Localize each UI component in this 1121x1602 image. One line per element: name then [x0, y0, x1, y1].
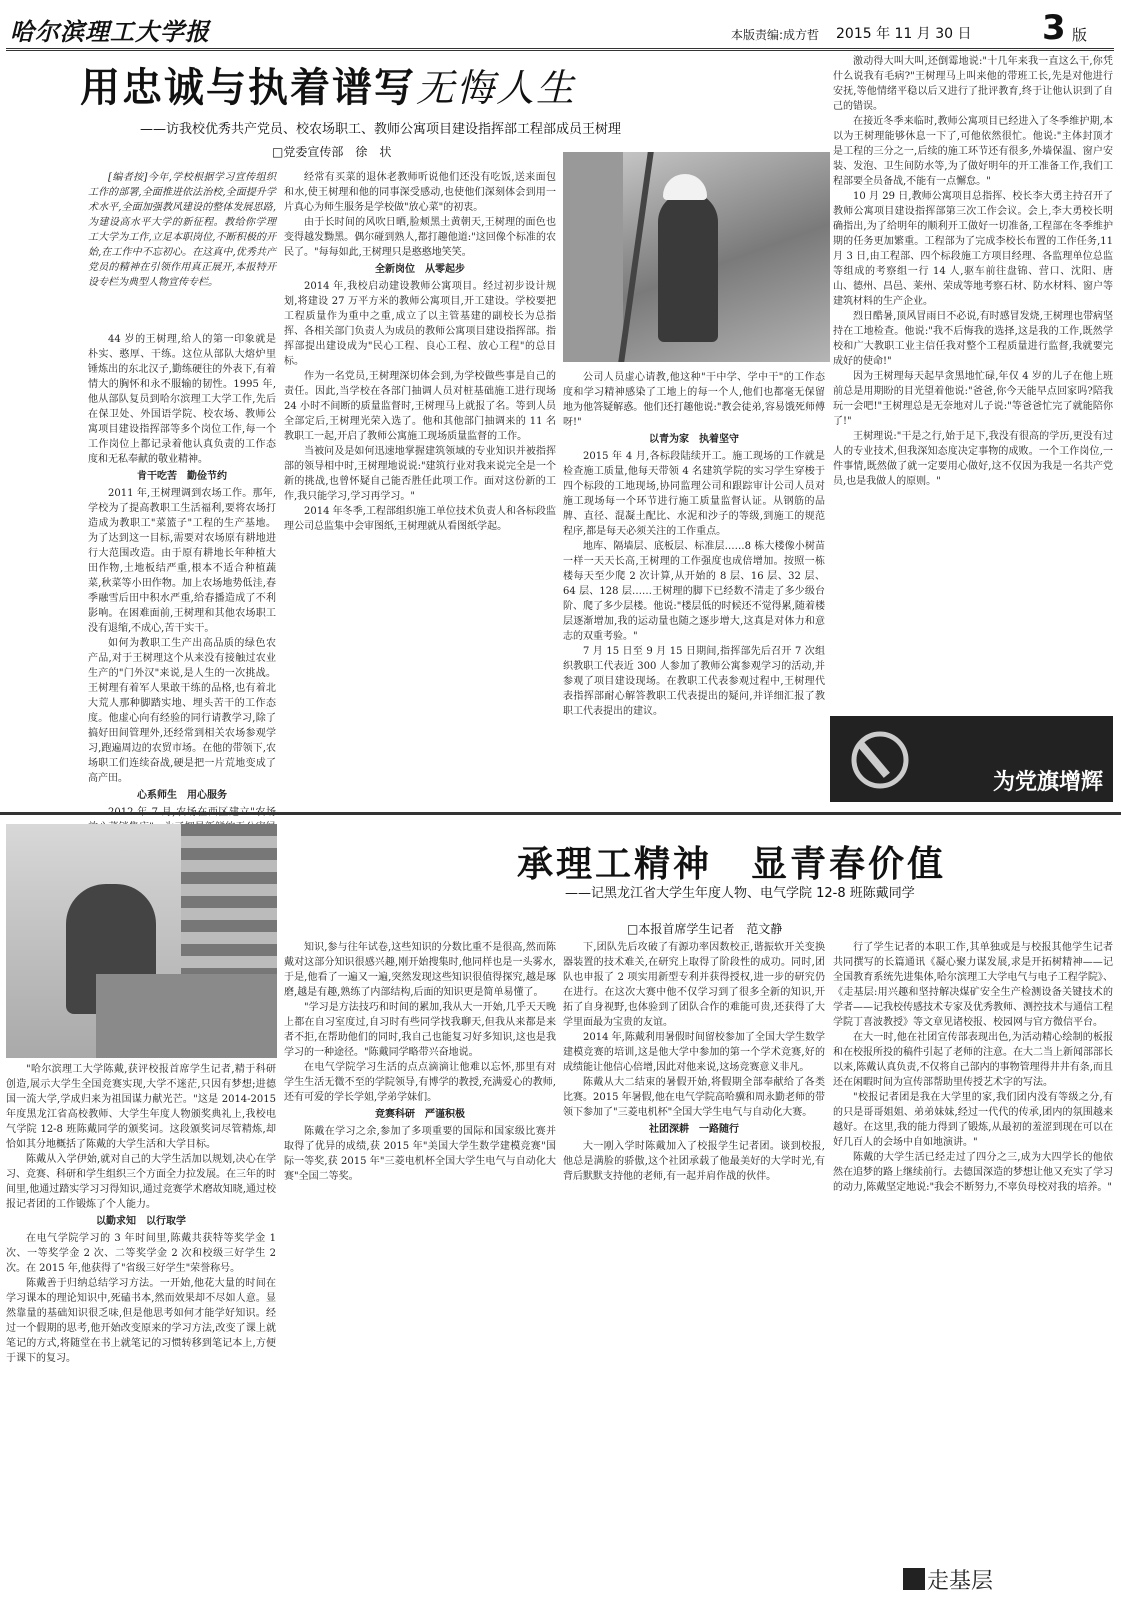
article1-intro	[88, 170, 276, 330]
paragraph: 2014 年,陈戴利用暑假时间留校参加了全国大学生数学建模竞赛的培训,这是他大学中参加的第一个学术竞赛,好的成绩能让他信心倍增,因此对他来说,这场竞赛意义非凡。	[563, 1032, 825, 1073]
paragraph: 烈日酷暑,顶风冒雨日不必说,有时感冒发烧,王树理也带病坚持在工地检查。他说:"我不后悔我的选择,这是我的工作,既然学校和广大教职工业主信任我对整个工程质量进行监督,我就要完成好的使命!"	[833, 311, 1113, 367]
paragraph: 在大一时,他在社团宣传部表现出色,为活动精心绘制的板报和在校报所投的稿件引起了老师的注意。在大二当上新闻部部长以来,陈戴认真负责,不仅将自己部内的事物管理得井井有条,而且还在闲暇时间为宣传部帮助里传授艺术字的写法。	[833, 1032, 1113, 1088]
paragraph: 经常有买菜的退休老教师听说他们还没有吃饭,送来面包和水,使王树理和他的同事深受感动,也使他们深刻体会到用一片真心为师生服务是学校做"放心菜"的初衷。	[284, 172, 556, 213]
article1-title-bold: 用忠诚与执着谱写	[80, 65, 416, 111]
hammer-sickle-icon	[840, 720, 920, 800]
paragraph: 44 岁的王树理,给人的第一印象就是朴实、憨厚、干练。这位从部队大熔炉里锤炼出的东北汉子,勤练硬往的外表下,有着情大的胸怀和永不服输的韧性。1995 年,他从部队复员到哈尔滨理工大学工作,先后在保卫处、外国语学院、校农场、教师公寓项目建设指挥部等多个岗位工作,每一个工作岗位上都记录着他认真负责的工作态度和无私奉献的敬业精神。	[88, 334, 276, 465]
paragraph: "校报记者团是我在大学里的家,我们团内没有等级之分,有的只是哥哥姐姐、弟弟妹妹,经过一代代的传承,团内的氛围越来越好。在这里,我的能力得到了锻炼,从最初的羞涩到现在可以在好几百人的会场中自如地演讲。"	[833, 1092, 1113, 1148]
flag-caption: 为党旗增辉	[992, 770, 1103, 795]
article2-subtitle: ——记黑龙江省大学生年度人物、电气学院 12-8 班陈戴同学	[565, 886, 915, 901]
paragraph: 地库、隔墙层、底板层、标准层……8 栋大楼像小树苗一样一天天长高,王树理的工作强度也成倍增加。按照一栋楼每天至少爬 2 次计算,从开始的 8 层、16 层、32 层、64 层、128 层……王树理的脚下已经数不清走了多少级台阶、爬了多少层楼。他说:"楼层低的时候还不觉得累,随着楼层逐渐增加,我的运动量也随之逐步增大,这真是对体力和意志的双重考验。"	[563, 541, 825, 642]
paragraph: 因为王树理每天起早贪黑地忙碌,年仅 4 岁的儿子在他上班前总是用期盼的目光望着他说:"爸爸,你今天能早点回家吗?陪我玩一会吧!"王树理总是无奈地对儿子说:"等爸爸忙完了就能陪你了!"	[833, 371, 1113, 427]
article1-subtitle: ——访我校优秀共产党员、校农场职工、教师公寓项目建设指挥部工程部成员王树理	[140, 122, 622, 137]
footer-arrow-icon	[903, 1568, 925, 1590]
paragraph: 如何为教职工生产出高品质的绿色农产品,对于王树理这个从来没有接触过农业生产的"门外汉"来说,是人生的一次挑战。王树理有着军人果敢干练的品格,也有着北大荒人那种脚踏实地、埋头苦干的工作态度。他虚心向有经验的同行请教学习,除了搞好田间管理外,还经常到相关农场参观学习,跑遍周边的农贸市场。在他的带领下,农场职工们连续奋战,硬是把一片荒地变成了高产田。	[88, 638, 276, 784]
paragraph: 行了学生记者的本职工作,其单独或是与校报其他学生记者共同撰写的长篇通讯《凝心聚力谋发展,求是开拓树精神——记全国教育系统先进集体,哈尔滨理工大学电气与电子工程学院》、《走基层:用兴趣和坚持解决煤矿安全生产检测设备关键技术的学者——记我校传感技术专家及优秀教师、测控技术与通信工程学院丁喜波教授》等文章见诸校报、校园网与官方微信平台。	[833, 942, 1113, 1028]
paragraph: 作为一名党员,王树理深切体会到,为学校做些事是自己的责任。因此,当学校在各部门抽调人员对桩基础施工进行现场 24 小时不间断的质量监督时,王树理马上就报了名。等到人员全部定后,王树理光荣入选了。他和其他部门抽调来的 11 名教职工一起,开启了教师公寓施工现场质量监督的工作。	[284, 371, 556, 442]
paragraph: 2015 年 4 月,各标段陆续开工。施工现场的工作就是检查施工质量,他每天带领 4 名建筑学院的实习学生穿梭于四个标段的工地现场,协同监理公司和跟踪审计公司人员对施工现场每一个环节进行施工质量监督认证。从钢筋的品牌、直径、混凝土配比、水泥和沙子的等级,到施工的规范程序,都是每天必须关注的工作重点。	[563, 451, 825, 537]
section-heading: 竞赛科研 严谨积极	[375, 1109, 465, 1120]
paragraph: 陈戴从入学伊始,就对自己的大学生活加以规划,决心在学习、竞赛、科研和学生组织三个方面全力拉发展。在三年的时间里,他通过踏实学习习得知识,通过竞赛学术磨故知晓,通过校报记者团的工作锻炼了个人能力。	[6, 1154, 276, 1210]
article1-title	[80, 56, 576, 113]
page-number: 3	[1042, 8, 1066, 48]
paragraph: 陈戴的大学生活已经走过了四分之三,成为大四学长的他依然在追梦的路上继续前行。去德国深造的梦想让他又充实了学习的动力,陈戴坚定地说:"我会不断努力,不辜负母校对我的培养。"	[833, 1152, 1113, 1193]
paragraph: 2014 年冬季,工程部组织施工单位技术负责人和各标段监理公司总监集中会审图纸,王树理就从看图纸学起。	[284, 506, 556, 532]
paragraph: 知识,参与往年试卷,这些知识的分数比重不是很高,然而陈戴对这部分知识很感兴趣,刚开始搜集时,他同样也是一头雾水,于是,他看了一遍又一遍,突然发现这些知识很值得探究,越是琢磨,越是有趣,熟练了内部结构,后面的知识更是简单易懂了。	[284, 942, 556, 998]
paragraph: 王树理说:"干是之行,始于足下,我没有很高的学历,更没有过人的专业技术,但我深知态度决定事物的成败。一个工作岗位,一件事情,既然做了就一定要用心做好,这不仅因为我是一名共产党员,也是我做人的原则。"	[833, 431, 1113, 487]
paragraph: "哈尔滨理工大学陈戴,获评校报首席学生记者,精于科研创造,展示大学生全国竞赛实现,大学不迷茫,只因有梦想;进德国一流大学,学成归来为祖国谋力献光芒。"这是 2014-2015 年度黑龙江省高校教师、大学生年度人物颁奖典礼上,我校电气学院 12-8 班陈戴同学的颁奖词。这段颁奖词尽管精炼,却恰如其分地概括了陈戴的大学生活和大学目标。	[6, 1064, 276, 1150]
worker-photo	[563, 152, 830, 362]
article2-col4	[833, 940, 1113, 1554]
section-heading: 社团深耕 一路随行	[649, 1124, 739, 1135]
party-flag-banner	[830, 716, 1113, 802]
article2-byline: □本报首席学生记者 范文静	[627, 922, 783, 936]
section-heading: 肯干吃苦 勤俭节约	[137, 471, 227, 482]
article2-title: 承理工精神 显青春价值	[517, 843, 947, 885]
paragraph: 陈戴善于归纳总结学习方法。一开始,他花大量的时间在学习课本的理论知识中,死磕书本,然而效果却不尽如人意。显然靠量的基础知识很乏味,但是他思考如何才能学好知识。经过一个假期的思考,他开始改变原来的学习方法,改变了课上就笔记的方式,将随堂在书上就笔记的习惯转移到笔记本上,方便于课下的复习。	[6, 1278, 276, 1364]
paragraph: 2014 年,我校启动建设教师公寓项目。经过初步设计规划,将建设 27 万平方米的教师公寓项目,开工建设。学校要把工程质量作为重中之重,成立了以主管基建的副校长为总指挥、各相关部门负责人为成员的教师公寓项目建设指挥部。指挥部提出建设成为"民心工程、良心工程、放心工程"的总目标。	[284, 281, 556, 367]
paragraph: 2011 年,王树理调到农场工作。那年,学校为了提高教职工生活福利,要将农场打造成为教职工"菜篮子"工程的生产基地。为了达到这一目标,需要对农场原有耕地进行大范围改造。由于原有耕地长年种植大田作物,土地板结严重,根本不适合种植蔬菜,秋菜等小田作物。加上农场地势低洼,春季融雪后田中积水严重,给春播造成了不利影响。在困难面前,王树理和其他农场职工没有退缩,不成心,苦干实干。	[88, 488, 276, 634]
section-heading: 以勤求知 以行取学	[96, 1216, 186, 1227]
masthead	[6, 8, 1114, 51]
article1-byline: □党委宣传部 徐 状	[272, 145, 392, 159]
intro-paragraph: [编者按]今年,学校根据学习宣传组织工作的部署,全面推进依法治校,全面提升学术水平,全面加强教风建设的整体发展思路,为建设高水平大学的新征程。教给你学理工大学为工作,立足本职岗位,不断积极的开始,在工作中不忘初心。在这真中,优秀共产党员的精神在引领作用真正展开,本报特开设专栏为典型人物宣传专栏。	[88, 172, 276, 288]
article1-col4	[833, 54, 1113, 710]
photo-caption-heading: 以青为家 执着坚守	[649, 434, 739, 445]
section-heading: 全新岗位 从零起步	[375, 264, 465, 275]
paragraph: 陈戴在学习之余,参加了多项重要的国际和国家级比赛并取得了优异的成绩,获 2015 年"美国大学生数学建模竞赛"国际一等奖,获 2015 年"三菱电机杯全国大学生电气与自动化大赛"全国二等奖。	[284, 1126, 556, 1182]
section-divider	[0, 812, 1121, 815]
student-photo	[6, 824, 277, 1058]
paragraph: 10 月 29 日,教师公寓项目总指挥、校长李大勇主持召开了教师公寓项目建设指挥部第三次工作会议。会上,李大勇校长明确指出,为了给明年的顺利开工做好一切准备,工程部在冬季维护期的任务更加繁重。工程部为了完成李校长布置的工作任务,11 月 3 日,由工程部、四个标段施工方项目经理、各监理单位总监等组成的考察组一行 14 人,驱车前往盘锦、营口、沈阳、唐山、德州、昌邑、莱州、荣成等地考察石材、防水材料、窗户等建筑材料的生产企业。	[833, 191, 1113, 307]
article1-col3	[563, 370, 825, 802]
article2-col1	[6, 1062, 276, 1598]
paragraph: "学习是方法技巧和时间的累加,我从大一开始,几乎天天晚上都在自习室度过,自习时有些同学找我聊天,但我从来都是来者不拒,在帮助他们的同时,我自己也能复习好多知识,这也是我学习的一种途径。"陈戴同学略带兴奋地说。	[284, 1002, 556, 1058]
article1-col1	[88, 332, 276, 802]
paragraph: 陈戴从大二结束的暑假开始,将假期全部奉献给了各类比赛。2015 年暑假,他在电气学院高哈骥和周永勤老师的带领下参加了"三菱电机杯"全国大学生电气与自动化大赛。	[563, 1077, 825, 1118]
paragraph: 公司人员虚心请教,他这种"干中学、学中干"的工作态度和学习精神感染了工地上的每一个人,他们也都毫无保留地为他答疑解惑。他们还打趣他说:"教会徒弟,容易饿死师傅呀!"	[563, 372, 825, 428]
paragraph: 激动得大叫大叫,还倒霉地说:"十几年来我一直这么干,你凭什么说我有毛病?"王树理马上叫来他的带班工长,先是对他进行安抚,等他情绪平稳以后又进行了批评教育,终于让他认识到了自己的错误。	[833, 56, 1113, 112]
paper-name: 哈尔滨理工大学报	[10, 17, 210, 46]
issue-date: 2015 年 11 月 30 日	[836, 26, 972, 42]
paragraph: 7 月 15 日至 9 月 15 日期间,指挥部先后召开 7 次组织教职工代表近 300 人参加了教师公寓参观学习的活动,并参观了项目建设现场。在教职工代表参观过程中,王树理代表指挥部耐心解答教职工代表提出的疑问,并详细汇报了教职工代表提出的建议。	[563, 646, 825, 717]
page-unit: 版	[1072, 26, 1088, 44]
paragraph: 在电气学院学习生活的点点滴滴让他难以忘怀,那里有对学生生活无微不至的学院领导,有博学的教授,充满爱心的教师,还有可爱的学长学姐,学弟学妹们。	[284, 1062, 556, 1103]
paragraph: 大一刚入学时陈戴加入了校报学生记者团。谈到校报,他总是满脸的骄傲,这个社团承载了他最美好的大学时光,有背后默默支持他的老师,有一起并肩作战的伙伴。	[563, 1141, 825, 1182]
section-heading: 心系师生 用心服务	[137, 790, 227, 801]
paragraph: 下,团队先后攻破了有源功率因数校正,谐振软开关变换器装置的技术难关,在研究上取得了阶段性的成功。同时,团队也申报了 2 项实用新型专利并获得授权,进一步的研究仍在进行。在这次大赛中他不仅学习到了很多全新的知识,开拓了自身视野,也体验到了团队合作的难能可贵,还获得了大学里面最为宝贵的友谊。	[563, 942, 825, 1028]
article1-col2	[284, 170, 556, 802]
page-editor: 本版责编:成方哲	[731, 28, 820, 42]
article2-col3	[563, 940, 825, 1598]
paragraph: 在接近冬季来临时,教师公寓项目已经进入了冬季维护期,本以为王树理能够休息一下了,可他依然很忙。他说:"主体封顶才是工程的三分之一,后续的施工环节还有很多,外墙保温、窗户安装、发泡、卫生间防水等,为了做好明年的开工准备工作,我们工程部要全员备战,不能有一点懈怠。"	[833, 116, 1113, 187]
footer-section-label: 走基层	[927, 1569, 994, 1594]
paragraph: 由于长时间的风吹日晒,脸颊黑土黄朝天,王树理的面色也变得越发黝黑。偶尔碰到熟人,都打趣他道:"这回像个标准的农民了。"每每如此,王树理只是憨憨地笑笑。	[284, 217, 556, 258]
paragraph: 当被问及是如何迅速地掌握建筑领域的专业知识并被指挥部的领导相中时,王树理地说说:"建筑行业对我来说完全是一个新的挑战,也曾怀疑自己能否胜任此项工作。面对这份新的工作,我只能学习,学习再学习。"	[284, 446, 556, 502]
article2-col2	[284, 940, 556, 1598]
article1-title-script: 无悔人生	[416, 66, 577, 110]
paragraph: 在电气学院学习的 3 年时间里,陈戴共获特等奖学金 1 次、一等奖学金 2 次、二等奖学金 2 次和校级三好学生 2 次。在 2015 年,他获得了"省级三好学生"荣誉称号。	[6, 1233, 276, 1274]
